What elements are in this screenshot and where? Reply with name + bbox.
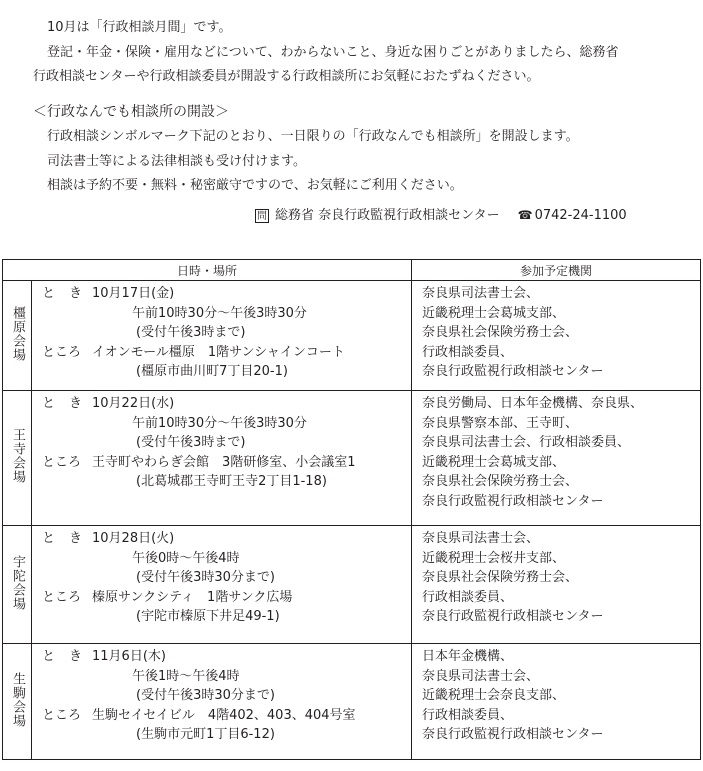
event-address: (橿原市曲川町7丁目20-1) bbox=[136, 364, 288, 379]
schedule-table bbox=[2, 259, 701, 760]
event-reception: (受付午後3時まで) bbox=[136, 325, 246, 340]
section-line-2: 司法書士等による法律相談も受け付けます。 bbox=[47, 154, 306, 169]
org-item: 奈良県司法書士会、 bbox=[422, 286, 540, 301]
org-item: 日本年金機構、 bbox=[422, 649, 514, 664]
org-item: 近畿税理士会葛城支部、 bbox=[422, 305, 566, 321]
event-date: 10月17日(金) bbox=[92, 286, 175, 301]
inquiry-mark: 問 bbox=[257, 211, 267, 222]
event-address: (宇陀市榛原下井足49-1) bbox=[136, 609, 280, 624]
event-reception: (受付午後3時まで) bbox=[136, 435, 246, 450]
schedule-cell bbox=[32, 281, 412, 391]
org-item: 奈良県司法書士会、行政相談委員、 bbox=[422, 435, 631, 450]
org-item: 奈良県社会保険労務士会、 bbox=[422, 570, 579, 585]
event-place: 王寺町やわらぎ会館 3階研修室、小会議室1 bbox=[92, 454, 356, 470]
section-line-1: 行政相談シンボルマーク下記のとおり、一日限りの「行政なんでも相談所」を開設します。 bbox=[47, 129, 579, 144]
org-item: 奈良行政監視行政相談センター bbox=[422, 364, 604, 379]
label-toki: とき bbox=[42, 649, 97, 664]
table-row bbox=[3, 526, 701, 644]
org-item: 行政相談委員、 bbox=[422, 589, 514, 605]
schedule-cell bbox=[32, 644, 412, 760]
org-cell bbox=[412, 281, 701, 391]
label-tokoro: ところ bbox=[42, 344, 82, 360]
venue-label: 橿原会場 bbox=[3, 281, 32, 391]
venue-label: 宇陀会場 bbox=[3, 526, 32, 644]
table-row bbox=[3, 281, 701, 391]
event-reception: (受付午後3時30分まで) bbox=[136, 570, 275, 585]
event-time: 午後0時〜午後4時 bbox=[132, 550, 240, 566]
org-cell bbox=[412, 391, 701, 526]
event-date: 10月22日(水) bbox=[92, 396, 175, 411]
schedule-cell bbox=[32, 391, 412, 526]
org-cell bbox=[412, 644, 701, 760]
label-tokoro: ところ bbox=[42, 589, 82, 605]
event-reception: (受付午後3時30分まで) bbox=[136, 688, 275, 703]
table-header-row bbox=[3, 260, 701, 281]
table-row bbox=[3, 644, 701, 760]
table-row bbox=[3, 391, 701, 526]
label-tokoro: ところ bbox=[42, 707, 82, 723]
event-time: 午前10時30分〜午後3時30分 bbox=[132, 305, 307, 321]
event-date: 11月6日(木) bbox=[92, 649, 166, 664]
org-item: 行政相談委員、 bbox=[422, 344, 514, 360]
phone-icon: ☎ bbox=[517, 208, 533, 222]
org-item: 奈良県警察本部、王寺町、 bbox=[422, 415, 579, 431]
org-item: 奈良県司法書士会、 bbox=[422, 531, 540, 546]
label-toki: とき bbox=[42, 531, 97, 546]
contact-line bbox=[255, 207, 627, 224]
org-item: 奈良行政監視行政相談センター bbox=[422, 493, 604, 509]
org-item: 奈良労働局、日本年金機構、奈良県、 bbox=[422, 396, 644, 411]
org-item: 奈良県社会保険労務士会、 bbox=[422, 325, 579, 340]
intro-line-2: 登記・年金・保険・雇用などについて、わからないこと、身近な困りごとがありましたら、総務省 bbox=[47, 45, 619, 60]
org-item: 近畿税理士会奈良支部、 bbox=[422, 688, 566, 703]
header-org: 参加予定機関 bbox=[412, 260, 701, 281]
label-tokoro: ところ bbox=[42, 454, 82, 470]
schedule-cell bbox=[32, 526, 412, 644]
org-item: 奈良行政監視行政相談センター bbox=[422, 727, 604, 742]
event-place: 榛原サンクシティ 1階サンク広場 bbox=[92, 589, 293, 605]
org-item: 近畿税理士会葛城支部、 bbox=[422, 454, 566, 470]
label-toki: とき bbox=[42, 286, 97, 301]
org-item: 行政相談委員、 bbox=[422, 707, 514, 723]
header-when: 日時・場所 bbox=[3, 260, 412, 281]
event-address: (北葛城郡王寺町王寺2丁目1-18) bbox=[136, 474, 327, 489]
event-address: (生駒市元町1丁目6-12) bbox=[136, 727, 275, 742]
label-toki: とき bbox=[42, 396, 97, 411]
event-time: 午後1時〜午後4時 bbox=[132, 668, 240, 684]
contact-org: 総務省 奈良行政監視行政相談センター bbox=[275, 208, 500, 223]
event-date: 10月28日(火) bbox=[92, 531, 175, 546]
intro-line-1: 10月は「行政相談月間」です。 bbox=[47, 20, 232, 35]
org-cell bbox=[412, 526, 701, 644]
event-place: 生駒セイセイビル 4階402、403、404号室 bbox=[92, 707, 356, 723]
event-place: イオンモール橿原 1階サンシャインコート bbox=[92, 344, 345, 360]
org-item: 奈良行政監視行政相談センター bbox=[422, 609, 604, 624]
org-item: 奈良県社会保険労務士会、 bbox=[422, 474, 579, 489]
section-title: ＜行政なんでも相談所の開設＞ bbox=[33, 104, 229, 120]
intro-line-3: 行政相談センターや行政相談委員が開設する行政相談所にお気軽におたずねください。 bbox=[33, 69, 540, 84]
venue-label: 生駒会場 bbox=[3, 644, 32, 760]
contact-tel: 0742-24-1100 bbox=[534, 208, 627, 223]
section-line-3: 相談は予約不要・無料・秘密厳守ですので、お気軽にご利用ください。 bbox=[47, 178, 463, 193]
venue-label: 王寺会場 bbox=[3, 391, 32, 526]
org-item: 奈良県司法書士会、 bbox=[422, 668, 540, 684]
event-time: 午前10時30分〜午後3時30分 bbox=[132, 415, 307, 431]
org-item: 近畿税理士会桜井支部、 bbox=[422, 550, 566, 566]
